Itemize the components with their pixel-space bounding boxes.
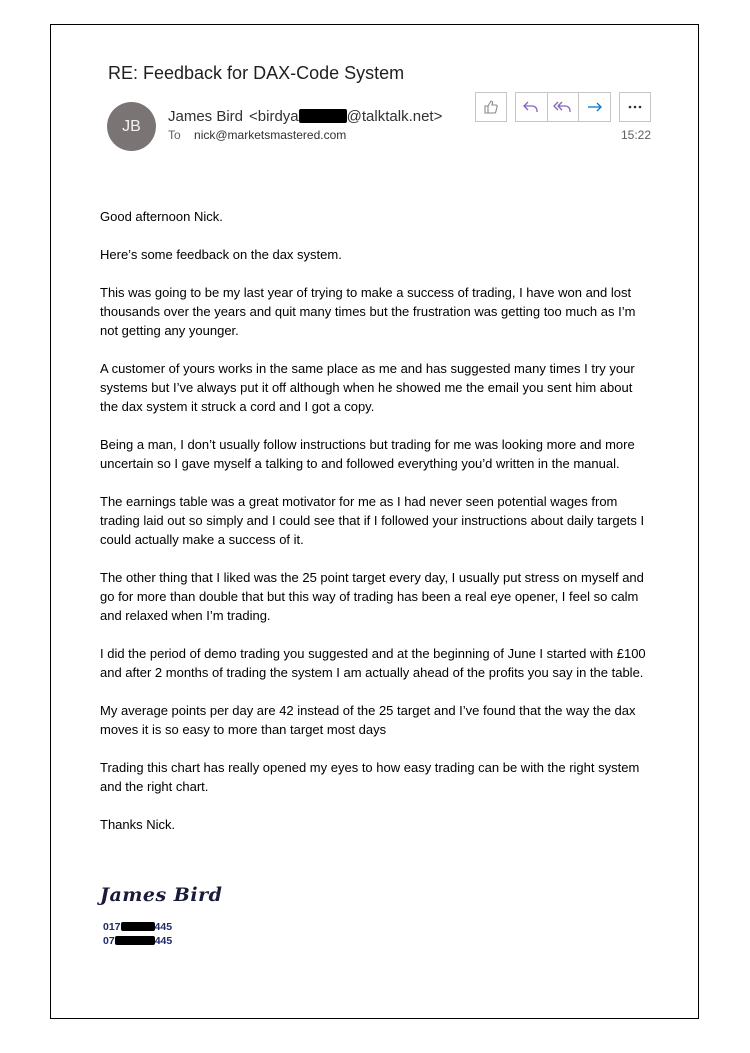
avatar-initials: JB (122, 117, 141, 135)
redaction-mark (121, 922, 155, 931)
sender-address-suffix: @talktalk.net> (346, 108, 443, 125)
redaction-mark (115, 936, 155, 945)
phone-number (103, 934, 172, 948)
body-paragraph: The earnings table was a great motivator for me as I had never seen potential wages from trading laid out so simply and I could see that if I followed your instructions about daily targets I could actually make a success of it. (100, 494, 645, 547)
phone-number (103, 920, 172, 934)
recipient-line (168, 128, 346, 142)
like-button[interactable] (475, 92, 507, 122)
more-options-button[interactable] (619, 92, 651, 122)
body-paragraph: A customer of yours works in the same place as me and has suggested many times I try your systems but I’ve always put it off although when he showed me the email you sent him about the dax system it struck a cord and I got a copy. (100, 361, 635, 414)
sender-line (168, 108, 442, 125)
sender-address-prefix: <birdya (249, 108, 299, 125)
body-paragraph: Here’s some feedback on the dax system. (100, 247, 342, 262)
body-paragraph: I did the period of demo trading you suggested and at the beginning of June I started with £100 and after 2 months of trading the system I am actually ahead of the profits you say in the table. (100, 646, 646, 680)
thumbs-up-icon (483, 99, 499, 115)
body-paragraph: Good afternoon Nick. (100, 209, 223, 224)
body-paragraph: This was going to be my last year of trying to make a success of trading, I have won and lost thousands over the years and quit many times but the frustration was getting too much as I’m not getting any younger. (100, 285, 636, 338)
reply-all-icon (553, 99, 573, 115)
body-paragraph: My average points per day are 42 instead of the 25 target and I’ve found that the way the dax moves it is so easy to more than target most days (100, 703, 636, 737)
body-paragraph: The other thing that I liked was the 25 point target every day, I usually put stress on myself and go for more than double that but this way of trading has been a real eye opener, I feel so calm and relaxed when I’m trading. (100, 570, 644, 623)
body-paragraph: Trading this chart has really opened my eyes to how easy trading can be with the right system and the right chart. (100, 760, 640, 794)
phone-suffix: 445 (154, 935, 173, 947)
sender-name[interactable]: James Bird (168, 108, 244, 125)
recipient-address[interactable]: nick@marketsmastered.com (194, 128, 347, 142)
redaction-mark (299, 109, 347, 123)
email-subject: RE: Feedback for DAX-Code System (108, 63, 405, 83)
to-label: To (168, 128, 181, 142)
body-paragraph: Thanks Nick. (100, 817, 176, 832)
handwritten-signature: James Bird (100, 884, 223, 906)
sender-address (249, 108, 442, 125)
more-options-icon (627, 105, 643, 109)
reply-actions (515, 92, 611, 122)
reply-button[interactable] (516, 93, 547, 121)
phone-prefix: 07 (103, 935, 115, 947)
sent-time: 15:22 (620, 128, 651, 142)
sender-avatar[interactable] (107, 102, 156, 151)
phone-prefix: 017 (103, 921, 121, 933)
forward-icon (586, 99, 604, 115)
phone-numbers (103, 920, 172, 948)
email-body (100, 207, 652, 853)
forward-button[interactable] (578, 93, 610, 121)
phone-suffix: 445 (154, 921, 173, 933)
reply-all-button[interactable] (547, 93, 579, 121)
body-paragraph: Being a man, I don’t usually follow instructions but trading for me was looking more and more uncertain so I gave myself a talking to and followed everything you’d written in the manual. (100, 437, 635, 471)
reply-icon (522, 99, 540, 115)
